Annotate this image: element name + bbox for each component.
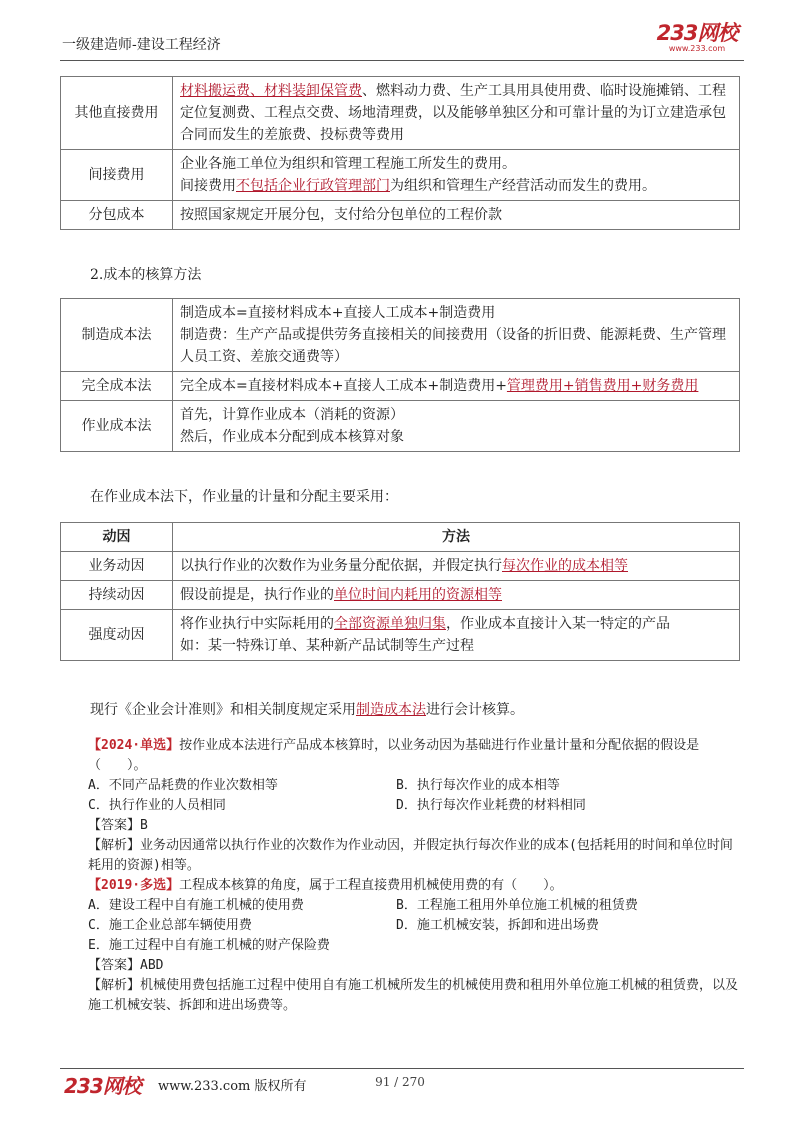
option-row xyxy=(62,936,744,956)
content-text: 按照国家规定开展分包，支付给分包单位的工程价款 xyxy=(180,207,502,223)
table-row xyxy=(61,581,740,610)
row-label: 持续动因 xyxy=(61,581,173,610)
option-d: D．施工机械安装，拆卸和进出场费 xyxy=(396,918,599,933)
cost-items-table xyxy=(60,76,740,230)
header-divider xyxy=(60,60,744,61)
content-line xyxy=(180,324,732,368)
option-a: A．建设工程中自有施工机械的使用费 xyxy=(88,898,304,913)
row-content xyxy=(173,610,740,661)
footer-logo: 233网校 xyxy=(64,1074,141,1098)
table-row xyxy=(61,299,740,372)
content-text: 假设前提是，执行作业的 xyxy=(180,587,334,603)
option-e: E．施工过程中自有施工机械的财产保险费 xyxy=(88,938,330,953)
activity-driver-intro: 在作业成本法下，作业量的计量和分配主要采用： xyxy=(90,489,398,505)
content-text: 制造成本=直接材料成本+直接人工成本+制造费用 xyxy=(180,305,496,321)
row-content xyxy=(173,372,740,401)
highlighted-text: 管理费用+销售费用+财务费用 xyxy=(506,378,699,394)
content-text: 企业各施工单位为组织和管理工程施工所发生的费用。 xyxy=(180,156,516,172)
row-label: 强度动因 xyxy=(61,610,173,661)
content-text: 以执行作业的次数作为业务量分配依据，并假定执行 xyxy=(180,558,502,574)
accounting-methods-table xyxy=(60,298,740,452)
highlighted-text: 每次作业的成本相等 xyxy=(502,558,628,574)
answer: 【答案】ABD xyxy=(88,958,164,973)
note-highlight: 制造成本法 xyxy=(356,702,426,718)
row-label: 分包成本 xyxy=(61,201,173,230)
page-number: 91 / 270 xyxy=(375,1075,425,1089)
table-row xyxy=(61,77,740,150)
row-content xyxy=(173,150,740,201)
option-row xyxy=(62,776,744,796)
content-line xyxy=(180,613,732,635)
question-2024-single-choice xyxy=(62,736,744,876)
question-2019-multiple-choice xyxy=(62,876,744,1016)
table-row xyxy=(61,610,740,661)
brand-logo-text: 233网校 xyxy=(656,21,738,45)
option-b: B．执行每次作业的成本相等 xyxy=(396,778,560,793)
footer-divider xyxy=(60,1068,744,1069)
content-line xyxy=(180,204,732,226)
content-text: 为组织和管理生产经营活动而发生的费用。 xyxy=(390,178,656,194)
row-content xyxy=(173,552,740,581)
question-tag: 【2019·多选】 xyxy=(88,878,180,893)
question-tag: 【2024·单选】 xyxy=(88,738,180,753)
highlighted-text: 不包括企业行政管理部门 xyxy=(236,178,390,194)
note-text-after: 进行会计核算。 xyxy=(426,702,524,718)
option-b: B．工程施工租用外单位施工机械的租赁费 xyxy=(396,898,638,913)
question-stem-text: 按作业成本法进行产品成本核算时，以业务动因为基础进行作业量计量和分配依据的假设是（ ）。 xyxy=(88,738,700,773)
row-content xyxy=(173,401,740,452)
row-label: 其他直接费用 xyxy=(61,77,173,150)
content-text: 制造费：生产产品或提供劳务直接相关的间接费用（设备的折旧费、能源耗费、生产管理人员工资、差旅交通费等） xyxy=(180,327,726,365)
highlighted-text: 材料搬运费、材料装卸保管费 xyxy=(180,83,362,99)
row-content xyxy=(173,201,740,230)
content-text: 间接费用 xyxy=(180,178,236,194)
content-line xyxy=(180,80,732,146)
table-header-row xyxy=(61,523,740,552)
option-d: D．执行每次作业耗费的材料相同 xyxy=(396,798,586,813)
row-content xyxy=(173,581,740,610)
option-c: C．施工企业总部车辆使用费 xyxy=(88,918,252,933)
footer-copyright: www.233.com 版权所有 xyxy=(158,1079,307,1094)
brand-logo-url: www.233.com xyxy=(668,44,726,53)
table-row xyxy=(61,201,740,230)
content-text: 完全成本=直接材料成本+直接人工成本+制造费用+ xyxy=(180,378,507,394)
table-row xyxy=(61,552,740,581)
question-stem xyxy=(62,876,744,896)
analysis: 【解析】机械使用费包括施工过程中使用自有施工机械所发生的机械使用费和租用外单位施工机械的租赁费，以及施工机械安装、拆卸和进出场费等。 xyxy=(88,978,739,1013)
content-line xyxy=(180,153,732,175)
content-text: 如：某一特殊订单、某种新产品试制等生产过程 xyxy=(180,638,474,654)
row-label: 作业成本法 xyxy=(61,401,173,452)
content-text: 首先，计算作业成本（消耗的资源） xyxy=(180,407,404,423)
content-line xyxy=(180,404,732,426)
analysis: 【解析】业务动因通常以执行作业的次数作为作业动因，并假定执行每次作业的成本(包括耗用的时间和单位时间耗用的资源)相等。 xyxy=(88,838,733,873)
section-heading-cost-accounting-methods: 2.成本的核算方法 xyxy=(90,267,202,283)
content-text: 、燃料动力费、生产工具用具使用费、临时设施摊销、工程定位复测费、工程点交费、场地清理费，以及能够单独区分和可靠计量的为订立建造承包合同而发生的差旅费、投标费等费用 xyxy=(180,83,726,143)
content-text: ，作业成本直接计入某一特定的产品 xyxy=(446,616,670,632)
row-label: 制造成本法 xyxy=(61,299,173,372)
row-label: 完全成本法 xyxy=(61,372,173,401)
option-row xyxy=(62,896,744,916)
question-stem-text: 工程成本核算的角度，属于工程直接费用机械使用费的有（ ）。 xyxy=(179,878,563,893)
table-row xyxy=(61,372,740,401)
activity-drivers-table xyxy=(60,522,740,661)
content-line xyxy=(180,584,732,606)
content-line xyxy=(180,635,732,657)
content-line xyxy=(180,426,732,448)
note-text-before: 现行《企业会计准则》和相关制度规定采用 xyxy=(90,702,356,718)
content-text: 然后，作业成本分配到成本核算对象 xyxy=(180,429,404,445)
row-label: 业务动因 xyxy=(61,552,173,581)
row-content xyxy=(173,77,740,150)
content-line xyxy=(180,555,732,577)
accounting-standard-note xyxy=(90,700,524,720)
option-c: C．执行作业的人员相同 xyxy=(88,798,226,813)
brand-logo xyxy=(652,22,742,53)
document-header-title: 一级建造师-建设工程经济 xyxy=(62,37,221,53)
table-row xyxy=(61,150,740,201)
answer: 【答案】B xyxy=(88,818,148,833)
table-row xyxy=(61,401,740,452)
content-line xyxy=(180,175,732,197)
option-row xyxy=(62,916,744,936)
question-stem xyxy=(62,736,744,776)
content-line xyxy=(180,375,732,397)
column-header-driver: 动因 xyxy=(61,523,173,552)
row-content xyxy=(173,299,740,372)
content-text: 将作业执行中实际耗用的 xyxy=(180,616,334,632)
column-header-method: 方法 xyxy=(173,523,740,552)
option-a: A．不同产品耗费的作业次数相等 xyxy=(88,778,278,793)
row-label: 间接费用 xyxy=(61,150,173,201)
content-line xyxy=(180,302,732,324)
highlighted-text: 全部资源单独归集 xyxy=(334,616,446,632)
option-row xyxy=(62,796,744,816)
highlighted-text: 单位时间内耗用的资源相等 xyxy=(334,587,502,603)
